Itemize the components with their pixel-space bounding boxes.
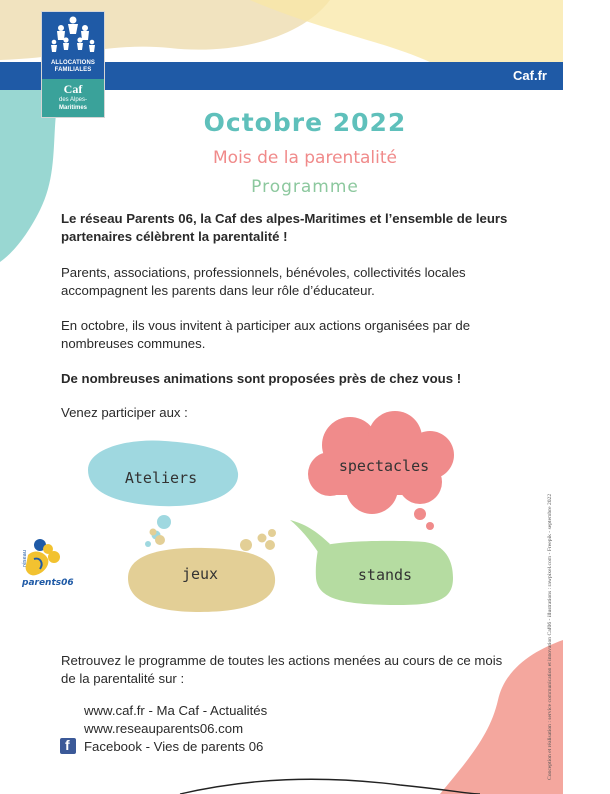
link-caf[interactable]: www.caf.fr - Ma Caf - Actualités — [84, 703, 268, 718]
logo-dept1: des Alpes- — [58, 97, 88, 103]
reseau-parents06-logo — [18, 537, 74, 593]
facebook-icon[interactable]: f — [60, 738, 76, 754]
logo-caf: Caf — [63, 82, 83, 96]
retrouvez-paragraph: Retrouvez le programme de toutes les actions menées au cours de ce mois de la parentalité sur : — [61, 653, 503, 686]
title-main: Octobre 2022 — [203, 108, 407, 137]
credits-vertical: Conception et réalisation : service communication et innovation Caf06 - illustrations : rawpixel.com - Freepik - septembre 2022 — [547, 493, 553, 780]
reseau-name-text: parents06 — [22, 578, 74, 588]
label-jeux: jeux — [181, 565, 219, 583]
invite-paragraph: Venez participer aux : — [61, 405, 188, 420]
link-facebook[interactable]: Facebook - Vies de parents 06 — [84, 739, 264, 754]
reseau-small-text: réseau — [22, 550, 28, 567]
logo-line1: ALLOCATIONS — [51, 60, 95, 66]
title-sub: Mois de la parentalité — [213, 148, 397, 168]
caf-fr-brand[interactable]: Caf.fr — [513, 68, 547, 83]
highlight-paragraph: De nombreuses animations sont proposées près de chez vous ! — [61, 371, 462, 386]
title-programme: Programme — [251, 177, 359, 197]
logo-dept2: Maritimes — [58, 105, 87, 111]
bubble-stands — [290, 520, 453, 605]
logo-line2: FAMILIALES — [54, 67, 92, 73]
partners-paragraph: Parents, associations, professionnels, bénévoles, collectivités locales accompagnent les parents dans leur rôle d’éducateur. — [61, 265, 466, 298]
label-spectacles: spectacles — [338, 457, 430, 475]
links-list — [84, 702, 267, 756]
link-reseau[interactable]: www.reseauparents06.com — [84, 721, 244, 736]
label-stands: stands — [357, 566, 413, 584]
bubble-ateliers — [88, 440, 238, 547]
label-ateliers: Ateliers — [124, 469, 198, 487]
intro-paragraph: Le réseau Parents 06, la Caf des alpes-Maritimes et l’ensemble de leurs partenaires célèbrent la parentalité ! — [61, 211, 508, 244]
october-paragraph: En octobre, ils vous invitent à participer aux actions organisées par de nombreuses communes. — [61, 318, 471, 351]
